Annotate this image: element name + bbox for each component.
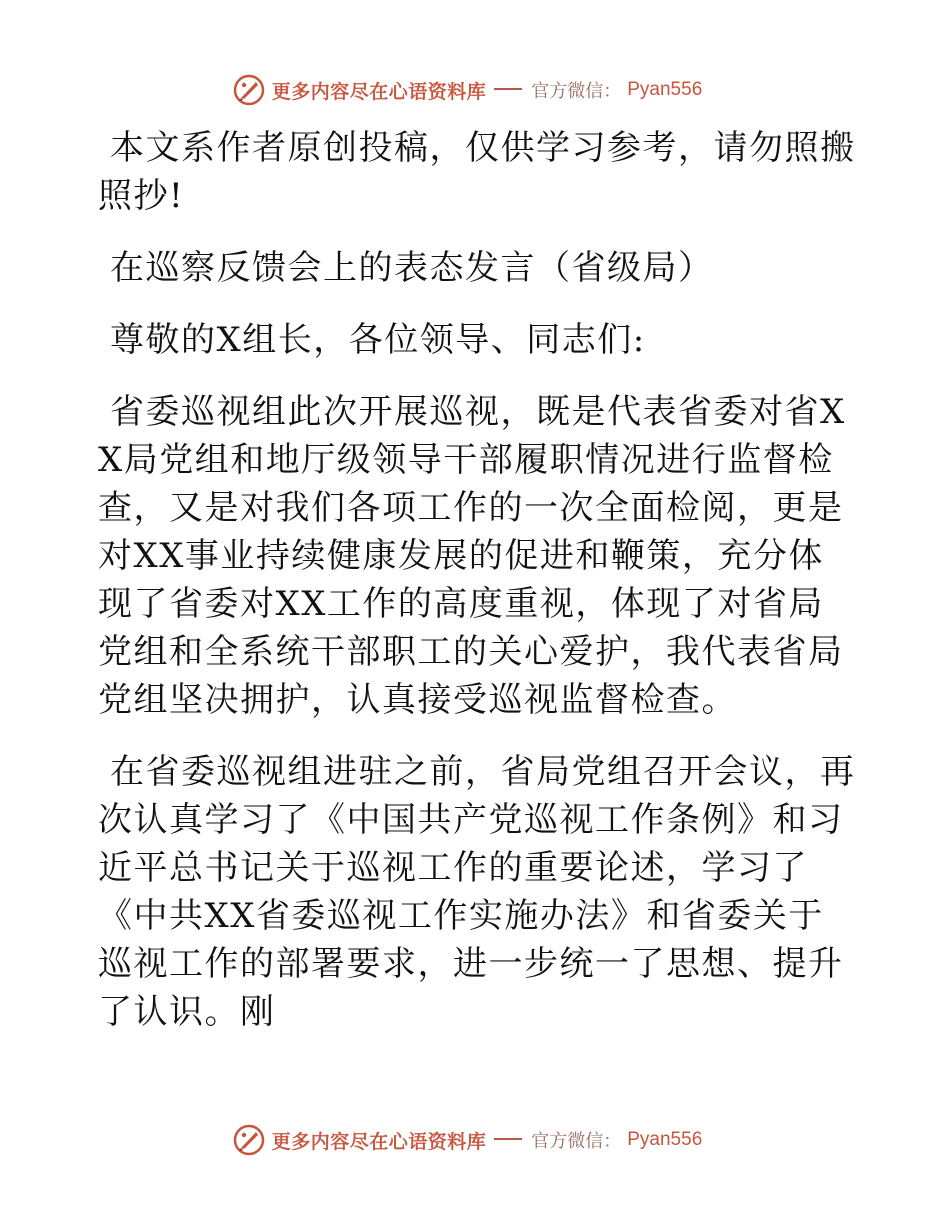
banner-wechat-label: 官方微信： (531, 81, 622, 102)
banner-dash (494, 1138, 522, 1140)
quill-pen-logo-icon (232, 73, 266, 107)
banner-title: 更多内容尽在心语资料库 (271, 1130, 487, 1153)
banner-wechat-label: 官方微信： (531, 1131, 622, 1152)
quill-pen-logo-icon (232, 1123, 266, 1157)
document-title: 在巡察反馈会上的表态发言（省级局） (110, 248, 714, 288)
banner-title: 更多内容尽在心语资料库 (271, 80, 487, 103)
banner-wechat-handle: Pyan556 (627, 1129, 703, 1150)
document-body (98, 124, 858, 1060)
body-paragraph-2: 在省委巡视组进驻之前，省局党组召开会议，再次认真学习了《中国共产党巡视工作条例》和习近平总书记关于巡视工作的重要论述，学习了《中共XX省委巡视工作实施办法》和省委关于巡视工作的部署要求，进一步统一了思想、提升了认识。刚 (98, 752, 856, 1032)
copyright-notice: 本文系作者原创投稿，仅供学习参考，请勿照搬照抄! (98, 128, 856, 216)
salutation: 尊敬的X组长，各位领导、同志们: (110, 320, 646, 360)
body-paragraph-1: 省委巡视组此次开展巡视，既是代表省委对省XX局党组和地厅级领导干部履职情况进行监督检查，又是对我们各项工作的一次全面检阅，更是对XX事业持续健康发展的促进和鞭策，充分体现了省委对XX工作的高度重视，体现了对省局党组和全系统干部职工的关心爱护，我代表省局党组坚决拥护，认真接受巡视监督检查。 (98, 392, 846, 720)
banner-wechat-handle: Pyan556 (627, 79, 703, 100)
header-watermark-banner (0, 70, 950, 110)
banner-dash (494, 88, 522, 90)
footer-watermark-banner (0, 1120, 950, 1160)
